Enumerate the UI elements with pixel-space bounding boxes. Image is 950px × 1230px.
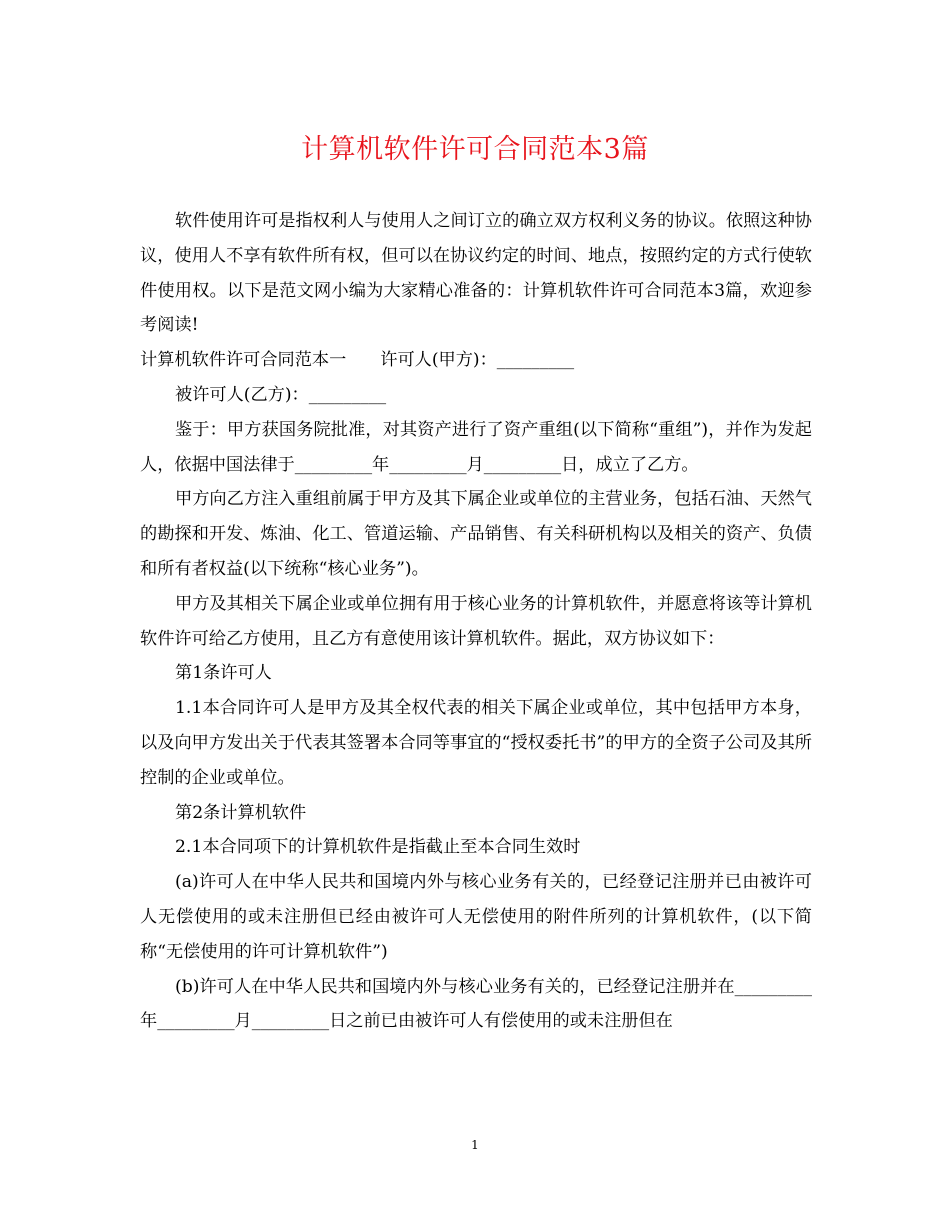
document-body: [140, 204, 812, 1039]
article-1-1-paragraph: 1.1本合同许可人是甲方及其全权代表的相关下属企业或单位，其中包括甲方本身，以及向甲方发出关于代表其签署本合同等事宜的“授权委托书”的甲方的全资子公司及其所控制的企业或单位。: [140, 698, 812, 788]
clause-a-paragraph: (a)许可人在中华人民共和国境内外与核心业务有关的，已经登记注册并已由被许可人无偿使用的或未注册但已经由被许可人无偿使用的附件所列的计算机软件，(以下简称“无偿使用的许可计算机软件”): [140, 872, 812, 962]
contract-one-heading: 计算机软件许可合同范本一: [140, 350, 347, 371]
clause-b-paragraph: (b)许可人在中华人民共和国境内外与核心业务有关的，已经登记注册并在_________年_________月_________日之前已由被许可人有偿使用的或未注册但在: [140, 976, 812, 1032]
page-number: 1: [471, 1138, 479, 1152]
core-business-paragraph: 甲方向乙方注入重组前属于甲方及其下属企业或单位的主营业务，包括石油、天然气的勘探和开发、炼油、化工、管道运输、产品销售、有关科研机构以及相关的资产、负债和所有者权益(以下统称“核心业务”)。: [140, 489, 812, 579]
intro-paragraph: 软件使用许可是指权利人与使用人之间订立的确立双方权利义务的协议。依照这种协议，使用人不享有软件所有权，但可以在协议约定的时间、地点，按照约定的方式行使软件使用权。以下是范文网小编为大家精心准备的：计算机软件许可合同范本3篇，欢迎参考阅读!: [140, 211, 812, 336]
article-2-1-paragraph: 2.1本合同项下的计算机软件是指截止至本合同生效时: [175, 837, 581, 858]
agreement-paragraph: 甲方及其相关下属企业或单位拥有用于核心业务的计算机软件，并愿意将该等计算机软件许可给乙方使用，且乙方有意使用该计算机软件。据此，双方协议如下：: [140, 593, 812, 649]
whereas-paragraph: 鉴于：甲方获国务院批准，对其资产进行了资产重组(以下简称“重组”)，并作为发起人，依据中国法律于_________年_________月_________日，成立了乙方。: [140, 419, 812, 475]
article-2-heading: 第2条计算机软件: [175, 802, 307, 823]
licensor-line: 许可人(甲方)：_________: [380, 350, 575, 371]
contract-heading-line: [140, 343, 812, 378]
licensee-line: 被许可人(乙方)：_________: [175, 384, 387, 405]
document-title: 计算机软件许可合同范本3篇: [301, 134, 649, 165]
article-1-heading: 第1条许可人: [175, 663, 272, 684]
